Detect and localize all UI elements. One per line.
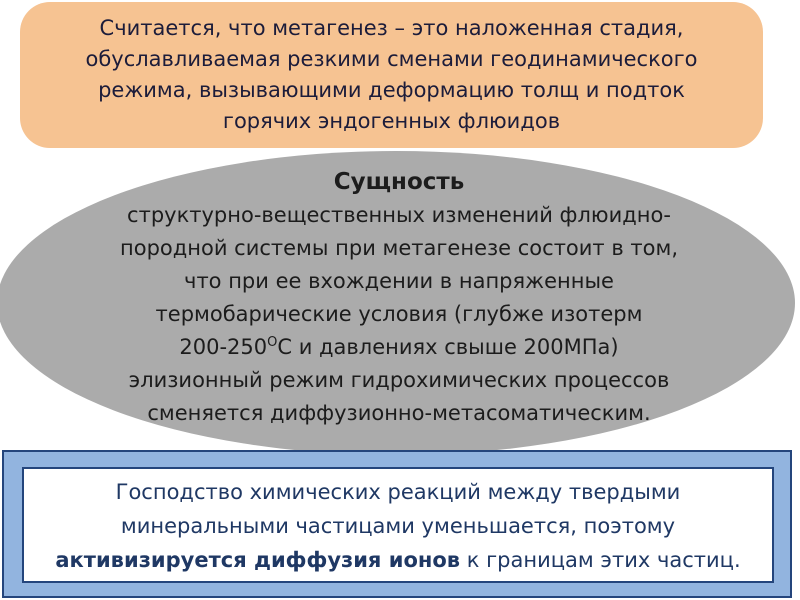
degree-superscript: О: [267, 335, 278, 350]
essence-line-2: породной системы при метагенезе состоит в том,: [119, 236, 678, 260]
definition-line-2: обуславливаемая резкими сменами геодинамического: [85, 47, 698, 71]
essence-title: Сущность: [333, 169, 465, 195]
essence-line-6: элизионный режим гидрохимических процессов: [128, 368, 670, 392]
conclusion-tail: к границам этих частиц.: [460, 548, 741, 572]
temp-units-and-pressure: С и давлениях свыше 200МПа): [277, 335, 619, 359]
essence-line-1: структурно-вещественных изменений флюидно-: [127, 203, 671, 227]
conclusion-box: [22, 467, 774, 583]
definition-callout: [20, 2, 763, 148]
conclusion-line-2: минеральными частицами уменьшается, поэтому: [120, 514, 676, 538]
essence-line-3: что при ее вхождении в напряженные: [184, 269, 614, 293]
essence-line-7: сменяется диффузионно-метасоматическим.: [147, 401, 651, 425]
definition-line-4: горячих эндогенных флюидов: [222, 109, 561, 133]
essence-line-4: термобарические условия (глубже изотерм: [155, 302, 643, 326]
definition-line-3: режима, вызывающими деформацию толщ и подток: [98, 78, 685, 102]
conclusion-line-1: Господство химических реакций между твердыми: [115, 480, 681, 504]
definition-line-1: Считается, что метагенез – это наложенная стадия,: [99, 16, 684, 40]
conclusion-line-3: [24, 543, 772, 577]
conclusion-bold-phrase: активизируется диффузия ионов: [55, 548, 461, 572]
essence-text-block: [40, 165, 758, 430]
conclusion-panel: [2, 450, 792, 598]
essence-line-temperature: [40, 331, 758, 364]
temp-range: 200-250: [179, 335, 268, 359]
